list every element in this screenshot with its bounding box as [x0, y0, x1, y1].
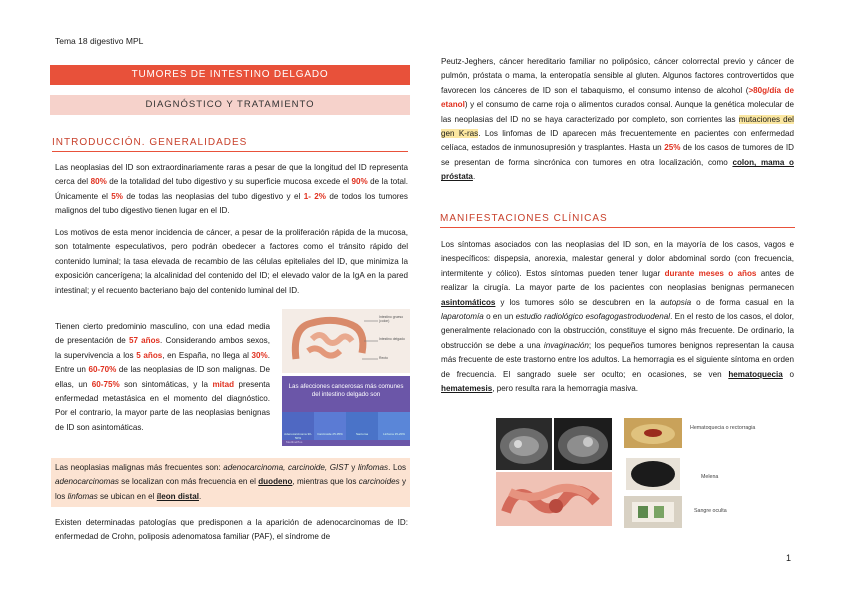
tile-sarcoma: Sarcoma: [346, 412, 378, 440]
label-melena: Melena: [701, 474, 719, 480]
page-number: 1: [786, 553, 792, 563]
ct-scan-image-2: [554, 418, 612, 470]
melena-image: [626, 458, 680, 490]
clinical-images-collage: [496, 418, 612, 526]
clinical-paragraph: Los síntomas asociados con las neoplasias del ID son, en la mayoría de los casos, vagos e inespecíficos: dispepsia, anorexia, malestar general y dolor abdominal sordo (con frecuencia, intermitente y cólico). Estos síntomas pueden tener lugar durante meses o años antes de realizar la cirugía. La mayor parte de los pacientes con neoplasias benignas permanecen asintomáticos y los tumores sólo se descubren en la autopsia o de forma casual en la laparotomía o en un estudio radiológico esofagogastroduodenal. En el resto de los casos, el dolor, generalmente relacionado con la obstrucción, constituye el signo más frecuente. De ordinario, la obstrucción se debe a una invaginación; los pequeños tumores benignos representan la causa más frecuente de este trastorno entre los adultos. La hemorragia es el siguiente síntoma en orden de frecuencia. El sangrado suele ser oculto; en ocasiones, se ven hematoquecia o hematemesis, pero resulta rara la hemorragia masiva.: [441, 240, 795, 394]
intestine-illustration: [282, 309, 410, 373]
label-rectum: Recto: [379, 356, 388, 360]
tile-carcinoide: Carcinoide 25-35%: [314, 412, 346, 440]
surgical-specimen-image: [496, 472, 612, 526]
label-hematochezia: Hematoquecia o rectorragia: [690, 425, 756, 431]
frequent-neoplasms-text: Las neoplasias malignas más frecuentes son: adenocarcinoma, carcinoide, GIST y linfomas. Los adenocarcinomas se localizan con más frecuencia en el duodeno, mientras que los carcinoides y los linfomas se ubican en el íleon distal.: [55, 463, 406, 501]
label-occult-blood: Sangre oculta: [694, 508, 727, 514]
intro-paragraph-1: Las neoplasias del ID son extraordinariamente raras a pesar de que la longitud del ID representa cerca del 80% de la totalidad del tubo digestivo y su superficie mucosa excede el 90% de la total. Únicamente el 5% de todas las neoplasias del tubo digestivo y el 1- 2% de todos los tumores malignos del tubo digestivo tienen lugar en el ID.: [55, 163, 408, 216]
occult-blood-image: [624, 496, 682, 528]
intro-paragraph-3: Tienen cierto predominio masculino, con una edad media de presentación de 57 años. Considerando ambos sexos, la supervivencia a los 5 años, en España, no llega al 30%. Entre un 60-70% de las neoplasias de ID son malignas. De ellas, un 60-75% son sintomáticas, y la mitad presenta enfermedad metastásica en el momento del diagnóstico. Por el contrario, la mayor parte de las neoplasias benignas de ID son asintomáticas.: [55, 322, 270, 432]
cancer-types-infographic: [282, 376, 410, 446]
document-title: Tema 18 digestivo MPL: [55, 36, 144, 46]
subtitle: DIAGNÓSTICO Y TRATAMIENTO: [145, 99, 315, 110]
main-title: TUMORES DE INTESTINO DELGADO: [131, 69, 329, 80]
main-title-banner: [50, 65, 410, 85]
clinical-heading: MANIFESTACIONES CLÍNICAS: [440, 213, 795, 228]
label-colon: Intestino grueso (colon): [379, 315, 404, 323]
intro-paragraph-4: Existen determinadas patologías que predisponen a la aparición de adenocarcinomas de ID: enfermedad de Crohn, poliposis adenomatosa familiar (PAF), el síndrome de: [55, 518, 408, 542]
label-small-intestine: Intestino delgado: [379, 337, 405, 341]
intro-paragraph-2: Los motivos de esta menor incidencia de cáncer, a pesar de la proliferación rápida de la mucosa, son totalmente especulativos, pero podrán obedecer a factores como el tránsito rápido del contenido luminal; la tasa elevada de recambio de las células epiteliales del ID, que minimiza la exposición cancerígena; la alcalinidad del contenido del ID; el elevado valor de la IgA en la pared intestinal; y el recuento bacteriano bajo del contenido luminal del ID.: [55, 228, 408, 295]
frequent-neoplasms-box: [51, 458, 410, 507]
infographic-caption: Las afecciones cancerosas más comunes del intestino delgado son: [288, 383, 404, 398]
tile-linfoma: Linfoma 15-20%: [378, 412, 410, 440]
tile-adenocarcinoma: Adenocarcinoma 30-50%: [282, 412, 314, 440]
subtitle-banner: [50, 95, 410, 115]
risk-factors-paragraph: Peutz-Jeghers, cáncer hereditario familiar no polipósico, cáncer colorrectal previo y cáncer de pulmón, próstata o mama, la enteropatía sensible al gluten. Algunos factores controvertidos que favorecen los cánceres de ID son el tabaquismo, el consumo intenso de alcohol (>80g/día de etanol) y el consumo de carne roja o alimentos curados consal. Aunque la genética molecular de las neoplasias del ID no se haya caracterizado por completo, son corrientes las mutaciones del gen K-ras. Los linfomas de ID aparecen más frecuentemente en pacientes con enfermedad celíaca, estados de inmunosupresión y trasplantes. Hasta un 25% de los casos de tumores de ID se presentan de forma sincrónica con tumores en otra localización, como colon, mama o próstata.: [441, 57, 795, 182]
hematochezia-image: [624, 418, 682, 448]
infographic-source: MedlinePlus: [286, 440, 303, 444]
ct-scan-image-1: [496, 418, 552, 470]
intro-heading: INTRODUCCIÓN. GENERALIDADES: [52, 137, 408, 152]
